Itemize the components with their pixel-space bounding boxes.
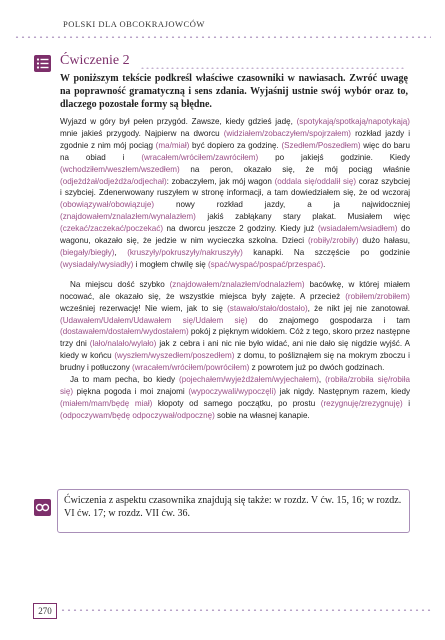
verb-choice[interactable]: (miałem/mam/będę miał) bbox=[60, 398, 153, 408]
story-text-segment: kanapki. Na szczęście po godzinie bbox=[242, 247, 410, 257]
story-text-segment: na peron, okazało się, że mój pociąg właśnie bbox=[179, 164, 410, 174]
story-text-segment: , bbox=[318, 375, 326, 385]
verb-choice[interactable]: (wchodziłem/weszłem/wszedłem) bbox=[60, 164, 180, 174]
story-text-segment: kłopoty od samego początku, po prostu bbox=[152, 398, 321, 408]
cross-reference-note: Ćwiczenia z aspektu czasownika znajdują się także: w rozdz. V ćw. 15, 16; w rozdz. VI ćw. 17; w rozdz. VII ćw. 36. bbox=[57, 489, 410, 533]
verb-choice[interactable]: (wypoczywali/wypoczęli) bbox=[188, 386, 277, 396]
story-text-segment: do znajomego gospodarza i tam bbox=[247, 315, 410, 325]
story-text-segment: Ja to mam pecha, bo kiedy bbox=[70, 375, 180, 385]
verb-choice[interactable]: (lało/nalało/wylało) bbox=[89, 339, 157, 349]
story-text-segment: nowy rozkład jazdy, a ja najwidoczniej bbox=[154, 200, 410, 210]
story-text-segment: z domu, to pośliznąłem się na mokrym zboczu i brudny i potłuczony bbox=[60, 351, 410, 373]
checklist-icon bbox=[34, 55, 51, 72]
verb-choice[interactable]: (biegały/biegły) bbox=[60, 247, 115, 257]
story-text-segment: z powrotem już po dwóch godzinach. bbox=[249, 363, 385, 373]
verb-choice[interactable]: (dostawałem/dostałem/wydostałem) bbox=[60, 327, 189, 337]
story-text-segment: jak z cebra i ani nic nie było widać, ani nie dało się nigdzie wyjść. A kiedy w końcu bbox=[60, 339, 410, 361]
story-text-segment: Wyjazd w góry był pełen przygód. Zawsze, kiedy gdzieś jadę, bbox=[60, 117, 297, 126]
story-paragraph-2 bbox=[60, 279, 410, 374]
verb-choice[interactable]: (odpoczywam/będę odpoczywał/odpocznę) bbox=[60, 410, 215, 420]
story-text-segment: jak nigdy. Następnym razem, kiedy bbox=[276, 386, 410, 396]
story-text-segment: na dworcu jeszcze 2 godziny. Kiedy już bbox=[163, 224, 318, 234]
verb-choice[interactable]: (spać/wyspać/pospać/przespać) bbox=[207, 259, 324, 269]
verb-choice[interactable]: (obowiązywał/obowiązuje) bbox=[60, 200, 155, 210]
story-text-segment: dużo hałasu, bbox=[358, 236, 410, 246]
story-text-segment: po jakiejś godzinie. Kiedy bbox=[258, 152, 410, 162]
story-text bbox=[60, 116, 410, 422]
verb-choice[interactable]: (wracałem/wróciłem/zawróciłem) bbox=[141, 152, 259, 162]
exercise-title: Ćwiczenie 2 bbox=[60, 53, 130, 68]
story-text-segment: do wagonu, okazało się, że jedzie w nim wycieczka szkolna. Dzieci bbox=[60, 224, 410, 246]
story-text-segment: piękna pogoda i moi znajomi bbox=[73, 386, 189, 396]
story-text-segment: sobie na własnej kanapie. bbox=[214, 410, 310, 420]
story-text-segment: , bbox=[114, 247, 128, 257]
verb-choice[interactable]: (pojechałem/wyjeżdżałem/wyjechałem) bbox=[179, 375, 319, 385]
verb-choice[interactable]: (stawało/stało/dostało) bbox=[227, 303, 308, 313]
story-text-segment: więc do baru na obiad i bbox=[60, 140, 411, 162]
header-dotted-rule bbox=[14, 36, 431, 38]
page-number: 270 bbox=[33, 603, 57, 619]
verb-choice[interactable]: (robiłem/zrobiłem) bbox=[345, 291, 410, 301]
story-text-segment: i bbox=[402, 398, 411, 408]
verb-choice[interactable]: (oddala się/oddalił się) bbox=[274, 176, 357, 186]
verb-choice[interactable]: (spotykają/spotkają/napotykają) bbox=[296, 117, 410, 126]
verb-choice[interactable]: (wracałem/wróciłem/powróciłem) bbox=[132, 363, 250, 373]
verb-choice[interactable]: (znajdowałem/znalazłem/odnalazłem) bbox=[169, 279, 305, 289]
verb-choice[interactable]: (widziałem/zobaczyłem/spojrzałem) bbox=[223, 128, 352, 138]
verb-choice[interactable]: (ma/miał) bbox=[155, 140, 190, 150]
verb-choice[interactable]: (odjeżdżał/odjeżdża/odjechał) bbox=[60, 176, 167, 186]
story-text-segment: i mogłem chwilę się bbox=[133, 259, 208, 269]
story-text-segment: : zobaczyłem, jak mój wagon bbox=[166, 176, 275, 186]
verb-choice[interactable]: (wyszłem/wyszedłem/poszedłem) bbox=[114, 351, 235, 361]
verb-choice[interactable]: (wysiadały/wysiadły) bbox=[60, 259, 134, 269]
story-text-segment: Na miejscu dość szybko bbox=[70, 279, 170, 289]
verb-choice[interactable]: (Udawałem/Udałem/Udawałem się/Udałem się) bbox=[60, 315, 248, 325]
verb-choice[interactable]: (rezygnuję/zrezygnuję) bbox=[320, 398, 403, 408]
story-text-segment: pokój z pięknym widokiem. Cóż z tego, skoro przez następne trzy dni bbox=[60, 327, 410, 349]
verb-choice[interactable]: (kruszyły/pokruszyły/nakruszyły) bbox=[127, 247, 243, 257]
running-header: POLSKI DLA OBCOKRAJOWCÓW bbox=[63, 19, 205, 29]
story-text-segment: bacówkę, w której miałem nocować, ale okazało się, że wszystkie miejsca były zajęte. A przecież bbox=[60, 279, 410, 301]
verb-choice[interactable]: (robiły/zrobiły) bbox=[308, 236, 359, 246]
story-text-segment: . bbox=[323, 259, 326, 269]
verb-choice[interactable]: (wsiadałem/wsiadłem) bbox=[317, 224, 398, 234]
story-text-segment: mnie jakieś przygody. Najpierw na dworcu bbox=[60, 128, 224, 138]
verb-choice[interactable]: (Szedłem/Poszedłem) bbox=[281, 140, 361, 150]
story-paragraph-1 bbox=[60, 116, 410, 271]
footer-dotted-rule bbox=[60, 609, 431, 611]
verb-choice[interactable]: (czekać/zaczekać/poczekać) bbox=[60, 224, 164, 234]
verb-choice[interactable]: (znajdowałem/znalazłem/wynalazłem) bbox=[60, 212, 196, 222]
story-text-segment: być dopiero za godzinę. bbox=[189, 140, 282, 150]
title-dotted-rule bbox=[140, 67, 405, 69]
story-text-segment: jakiś zabłąkany stary plakat. Musiałem więc bbox=[195, 212, 410, 222]
story-text-segment: coraz szybciej i szybciej. Zdenerwowany ruszyłem w stronę informacji, a tam dowiedziałem się, że od wczoraj bbox=[60, 176, 410, 198]
story-text-segment: wcześniej rezerwację! Nie wiem, jak to się bbox=[60, 303, 228, 313]
exercise-instruction: W poniższym tekście podkreśl właściwe czasowniki w nawiasach. Zwróć uwagę na poprawność gramatyczną i sens zdania. Wyjaśnij ustnie swój wybór oraz to, dlaczego pozostałe formy są błędne. bbox=[60, 73, 408, 110]
verb-choice[interactable]: (robiła/zrobiła się/robiła się) bbox=[60, 375, 410, 396]
story-paragraph-3 bbox=[60, 374, 410, 422]
story-text-segment: rozkład jazdy i zgodnie z nim mój pociąg bbox=[60, 128, 411, 150]
cross-reference-icon bbox=[34, 499, 51, 516]
story-text-segment: , że nikt jej nie zanotował. bbox=[307, 303, 410, 313]
